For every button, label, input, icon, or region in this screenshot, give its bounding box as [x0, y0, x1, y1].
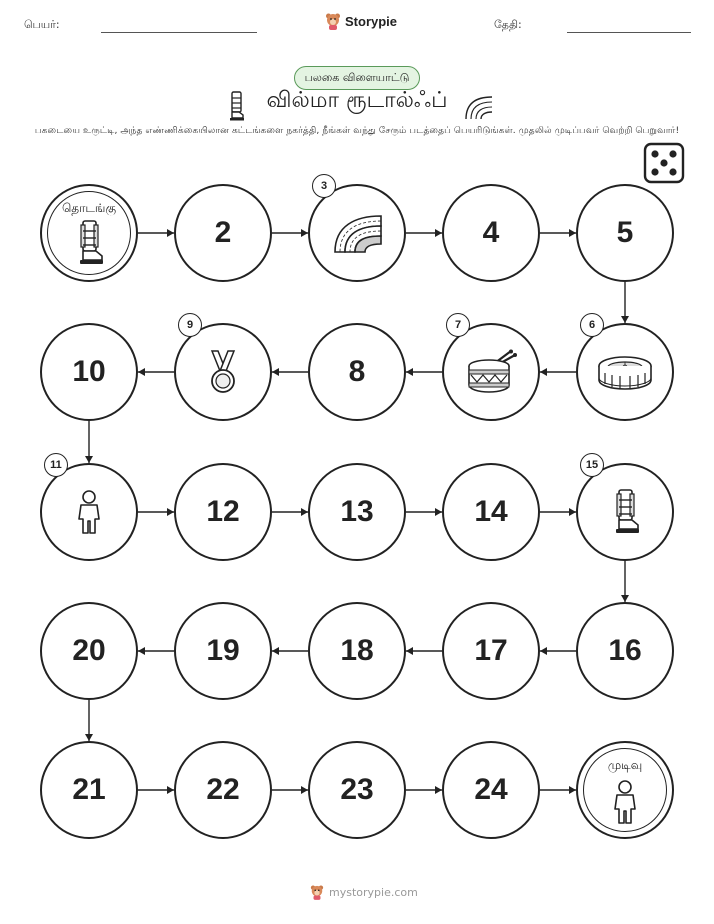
- board-space-3: [308, 180, 406, 282]
- board-space-18: [308, 602, 406, 700]
- footer-url[interactable]: mystorypie.com: [329, 885, 418, 899]
- space-number-badge: 6: [580, 313, 604, 337]
- space-number: 22: [206, 773, 240, 806]
- child-icon: [74, 489, 104, 535]
- board-space-2: [174, 184, 272, 282]
- board-space-19: [174, 602, 272, 700]
- finish-space: [576, 741, 674, 839]
- space-number: 5: [616, 216, 634, 249]
- space-number: 24: [474, 773, 508, 806]
- board-space-9: [174, 319, 272, 421]
- arrow-head: [406, 368, 413, 376]
- space-number: 13: [340, 495, 374, 528]
- arrow-head: [540, 647, 547, 655]
- board-space-5: [576, 184, 674, 282]
- stadium-icon: [596, 352, 654, 392]
- space-number: 10: [72, 355, 106, 388]
- space-number-badge: 7: [446, 313, 470, 337]
- running-track-icon: [331, 212, 383, 254]
- instructions: பகடையை உருட்டி, அந்த எண்ணிக்கையிலான கட்டங்களை நகர்த்தி, நீங்கள் வந்து சேரும் படத்தைப் பெயரிடுங்கள். முதலில் முடிப்பவர் வெற்றி பெறுவார்!: [34, 125, 680, 136]
- board-space-21: [40, 741, 138, 839]
- arrow-head: [569, 229, 576, 237]
- board-space-10: [40, 323, 138, 421]
- drum-icon: [465, 349, 517, 395]
- space-number: 2: [214, 216, 232, 249]
- board-space-16: [576, 602, 674, 700]
- child-icon: [578, 779, 672, 825]
- board-space-23: [308, 741, 406, 839]
- space-number: 17: [474, 634, 508, 667]
- arrow-head: [569, 786, 576, 794]
- arrow-head: [301, 229, 308, 237]
- board-space-8: [308, 323, 406, 421]
- space-number: 8: [348, 355, 366, 388]
- board-space-22: [174, 741, 272, 839]
- arrow-head: [621, 316, 629, 323]
- medal-icon: [206, 349, 240, 395]
- arrow-head: [167, 786, 174, 794]
- space-number-badge: 3: [312, 174, 336, 198]
- arrow-head: [406, 647, 413, 655]
- game-type-badge: பலகை விளையாட்டு: [294, 66, 420, 90]
- board-space-13: [308, 463, 406, 561]
- board-space-17: [442, 602, 540, 700]
- arrow-head: [435, 229, 442, 237]
- arrow-head: [85, 734, 93, 741]
- brand-name: Storypie: [345, 13, 398, 29]
- space-number: 4: [482, 216, 500, 249]
- arrow-head: [569, 508, 576, 516]
- name-label: பெயர்:: [24, 18, 60, 31]
- start-label: தொடங்கு: [61, 201, 117, 215]
- board-space-14: [442, 463, 540, 561]
- bear-mascot-icon: [310, 884, 324, 900]
- arrow-head: [301, 508, 308, 516]
- space-number-badge: 15: [580, 453, 604, 477]
- board-space-15: [576, 459, 674, 561]
- arrow-head: [85, 456, 93, 463]
- arrow-head: [435, 508, 442, 516]
- space-number: 21: [72, 773, 106, 806]
- footer: [310, 884, 418, 900]
- space-number: 12: [206, 495, 240, 528]
- space-number: 18: [340, 634, 374, 667]
- board-space-6: [576, 319, 674, 421]
- arrow-head: [167, 229, 174, 237]
- board-space-24: [442, 741, 540, 839]
- arrow-head: [621, 595, 629, 602]
- space-number-badge: 9: [178, 313, 202, 337]
- board-space-4: [442, 184, 540, 282]
- space-number: 23: [340, 773, 374, 806]
- space-number: 14: [474, 495, 508, 528]
- arrow-head: [540, 368, 547, 376]
- date-label: தேதி:: [494, 18, 522, 31]
- board-space-20: [40, 602, 138, 700]
- arrow-head: [301, 786, 308, 794]
- space-number-badge: 11: [44, 453, 68, 477]
- leg-brace-icon: [608, 488, 642, 536]
- page-title: வில்மா ரூடால்ஃப்: [266, 88, 448, 113]
- arrow-head: [138, 368, 145, 376]
- finish-label: முடிவு: [607, 758, 643, 772]
- arrow-head: [435, 786, 442, 794]
- arrow-head: [272, 647, 279, 655]
- arrow-head: [167, 508, 174, 516]
- space-number: 16: [608, 634, 642, 667]
- arrow-head: [272, 368, 279, 376]
- space-number: 19: [206, 634, 240, 667]
- board-space-12: [174, 463, 272, 561]
- leg-brace-icon: [42, 219, 136, 267]
- arrow-head: [138, 647, 145, 655]
- board-space-7: [442, 319, 540, 421]
- start-space: [40, 184, 138, 282]
- board-space-11: [40, 459, 138, 561]
- space-number: 20: [72, 634, 106, 667]
